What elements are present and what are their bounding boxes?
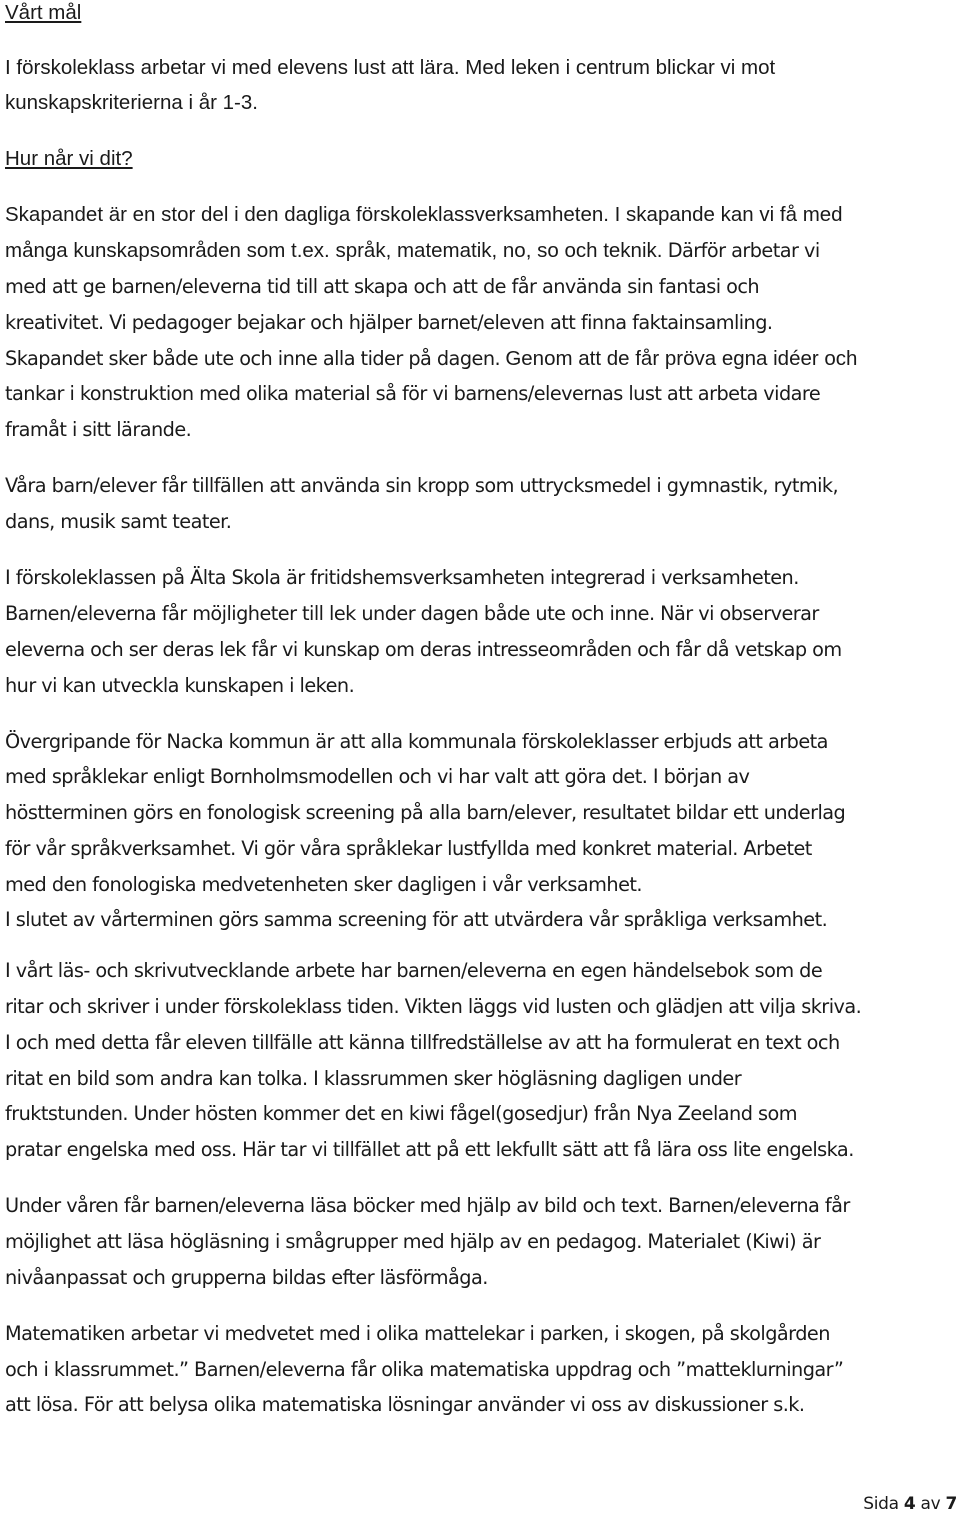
text-line-mixed <box>5 345 857 372</box>
text-fragment: många kunskapsområden som t.ex. språk, matematik, no, so och teknik. <box>5 239 663 262</box>
footer-middle: av <box>915 1494 946 1514</box>
text-fragment: Skapandet sker både ute och inne alla tider på dagen. <box>5 347 501 370</box>
text-line: I och med detta får eleven tillfälle att känna tillfredställelse av att ha formulerat en text och <box>5 1031 840 1054</box>
text-line: I förskoleklass arbetar vi med elevens lust att lära. Med leken i centrum blickar vi mot <box>5 56 776 79</box>
text-fragment: Genom att de får pröva egna idéer och <box>505 347 858 370</box>
text-line: med språklekar enligt Bornholmsmodellen och vi har valt att göra det. I början av <box>5 765 750 788</box>
text-line: för vår språkverksamhet. Vi gör våra språklekar lustfyllda med konkret material. Arbetet <box>5 837 812 860</box>
text-line: I förskoleklassen på Älta Skola är fritidshemsverksamheten integrerad i verksamheten. <box>5 566 799 589</box>
text-line: med att ge barnen/eleverna tid till att skapa och att de får använda sin fantasi och <box>5 275 760 298</box>
text-line-mixed <box>5 237 820 264</box>
text-line: kunskapskriterierna i år 1-3. <box>5 91 258 114</box>
text-line: I vårt läs- och skrivutvecklande arbete har barnen/eleverna en egen händelsebok som de <box>5 959 823 982</box>
text-line: Skapandet är en stor del i den dagliga förskoleklassverksamheten. I skapande kan vi få med <box>5 203 843 226</box>
footer-prefix: Sida <box>863 1494 904 1514</box>
text-line: att lösa. För att belysa olika matematiska lösningar använder vi oss av diskussioner s.k. <box>5 1393 805 1416</box>
text-line: kreativitet. Vi pedagoger bejakar och hjälper barnet/eleven att finna faktainsamling. <box>5 311 773 334</box>
text-line: Under våren får barnen/eleverna läsa böcker med hjälp av bild och text. Barnen/eleverna får <box>5 1194 850 1217</box>
text-line: tankar i konstruktion med olika material så för vi barnens/elevernas lust att arbeta vidare <box>5 382 821 405</box>
text-line: med den fonologiska medvetenheten sker dagligen i vår verksamhet. <box>5 873 642 896</box>
heading-vart-mal: Vårt mål <box>5 1 82 24</box>
text-fragment: Därför arbetar vi <box>667 239 820 262</box>
text-line: fruktstunden. Under hösten kommer det en kiwi fågel(gosedjur) från Nya Zeeland som <box>5 1102 797 1125</box>
text-line: dans, musik samt teater. <box>5 510 232 533</box>
text-line: Matematiken arbetar vi medvetet med i olika mattelekar i parken, i skogen, på skolgården <box>5 1322 830 1345</box>
text-line: nivåanpassat och grupperna bildas efter läsförmåga. <box>5 1266 488 1289</box>
text-line: I slutet av vårterminen görs samma screening för att utvärdera vår språkliga verksamhet. <box>5 908 828 931</box>
text-line: pratar engelska med oss. Här tar vi tillfället att på ett lekfullt sätt att få lära oss lite engelska. <box>5 1138 854 1161</box>
page-number-footer <box>863 1494 957 1514</box>
text-line: ritar och skriver i under förskoleklass tiden. Vikten läggs vid lusten och glädjen att vilja skriva. <box>5 995 862 1018</box>
text-line: hur vi kan utveckla kunskapen i leken. <box>5 674 355 697</box>
subheading-hur-nar-vi-dit: Hur når vi dit? <box>5 147 133 170</box>
current-page-number: 4 <box>903 1494 916 1514</box>
text-line: eleverna och ser deras lek får vi kunskap om deras intresseområden och får då vetskap om <box>5 638 842 661</box>
text-line: framåt i sitt lärande. <box>5 418 192 441</box>
text-line: Våra barn/elever får tillfällen att använda sin kropp som uttrycksmedel i gymnastik, rytmik, <box>5 474 839 497</box>
text-line: höstterminen görs en fonologisk screening på alla barn/elever, resultatet bildar ett underlag <box>5 801 846 824</box>
text-line: ritat en bild som andra kan tolka. I klassrummen sker högläsning dagligen under <box>5 1067 742 1090</box>
text-line: möjlighet att läsa högläsning i smågrupper med hjälp av en pedagog. Materialet (Kiwi) är <box>5 1230 821 1253</box>
text-line: Övergripande för Nacka kommun är att alla kommunala förskoleklasser erbjuds att arbeta <box>5 730 828 753</box>
total-page-count: 7 <box>945 1494 957 1514</box>
text-line: Barnen/eleverna får möjligheter till lek under dagen både ute och inne. När vi observerar <box>5 602 819 625</box>
text-line: och i klassrummet.” Barnen/eleverna får olika matematiska uppdrag och ”matteklurningar” <box>5 1358 844 1381</box>
